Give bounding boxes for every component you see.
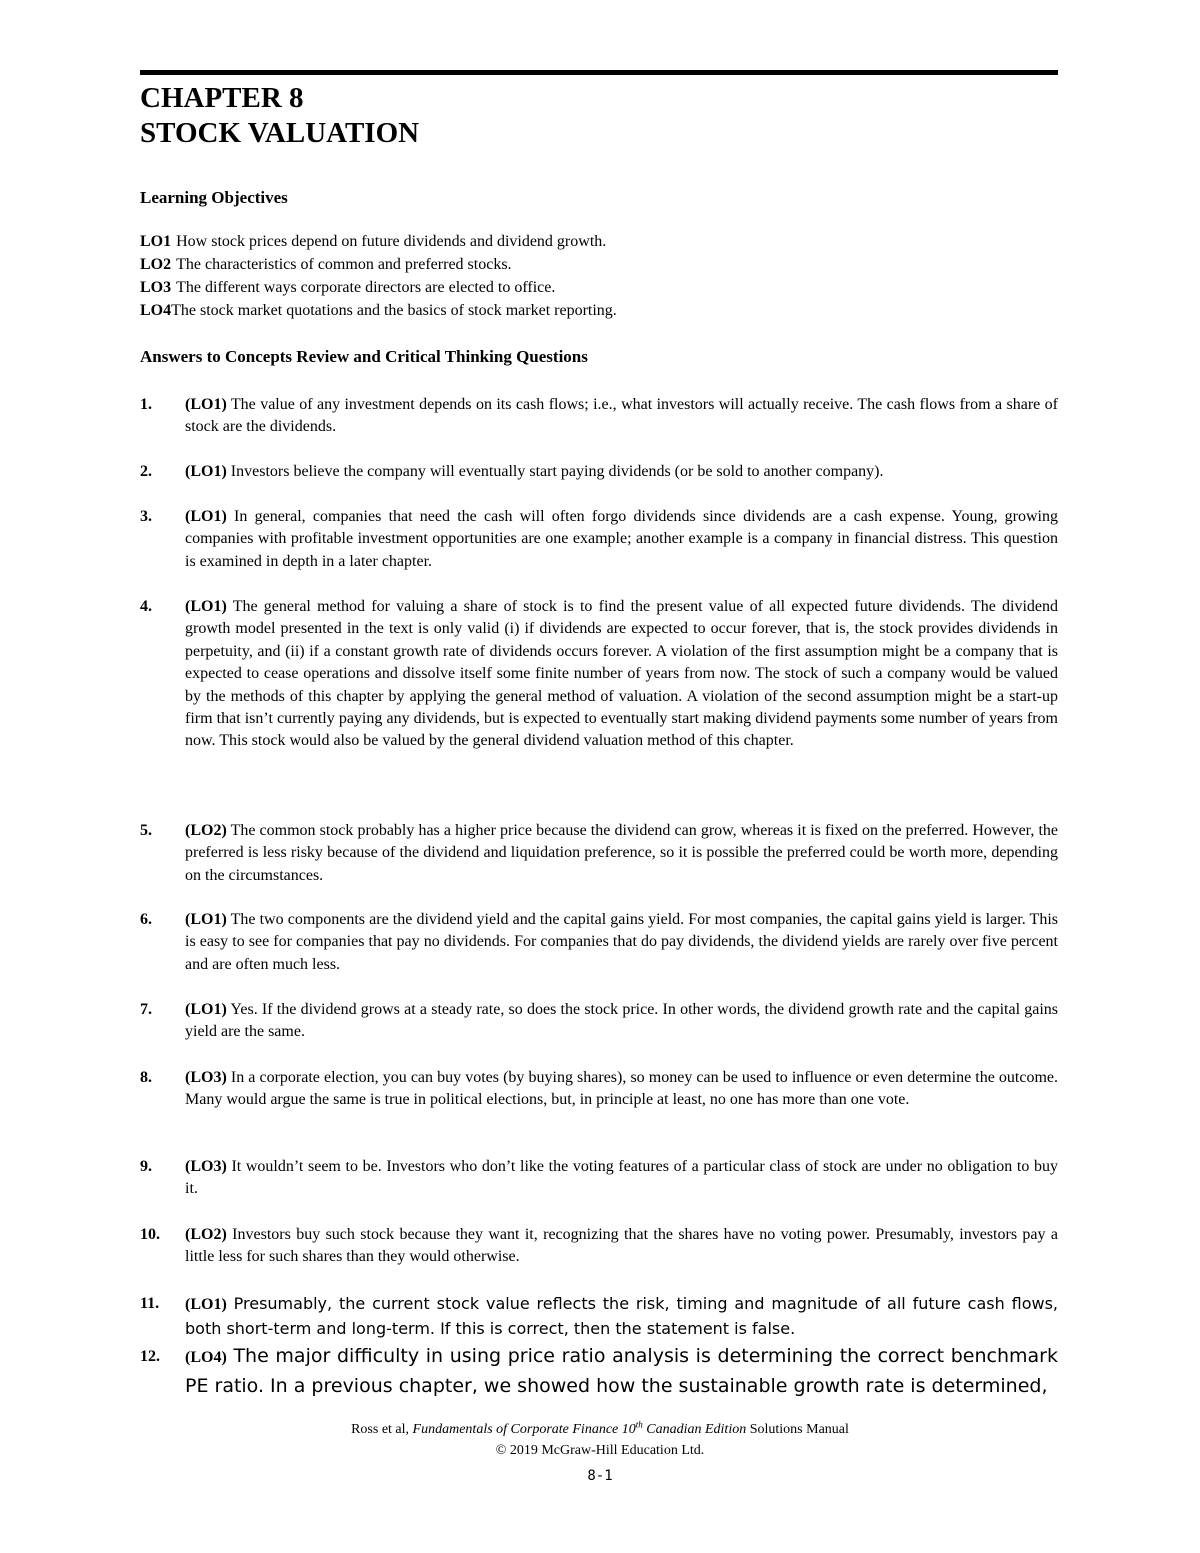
learning-objective	[140, 299, 1040, 322]
answer-lo-tag: (LO3)	[185, 1069, 227, 1086]
lo-text: The characteristics of common and preferred stocks.	[176, 256, 512, 273]
answer-item	[140, 461, 1058, 483]
answer-number: 12.	[140, 1348, 160, 1365]
answer-lo-tag: (LO2)	[185, 822, 227, 839]
answer-lo-tag: (LO1)	[185, 1001, 227, 1018]
answer-text: Yes. If the dividend grows at a steady rate, so does the stock price. In other words, the dividend growth rate and the capital gains yield are the same.	[185, 1001, 1059, 1041]
answer-number: 9.	[140, 1158, 152, 1175]
answer-text: Investors believe the company will eventually start paying dividends (or be sold to another company).	[230, 463, 884, 480]
answer-item	[140, 999, 1058, 1044]
lo-text: How stock prices depend on future dividends and dividend growth.	[176, 233, 607, 250]
chapter-number: CHAPTER 8	[140, 82, 304, 114]
answer-text: The two components are the dividend yield and the capital gains yield. For most companies, the capital gains yield is larger. This is easy to see for companies that pay no dividends. For companies that do pay dividends, the dividend yields are rarely over five percent and are often much less.	[185, 911, 1058, 973]
lo-text: The stock market quotations and the basics of stock market reporting.	[171, 302, 617, 319]
lo-code: LO4	[140, 302, 172, 319]
footer-copyright: © 2019 McGraw-Hill Education Ltd.	[495, 1443, 705, 1458]
answer-item	[140, 909, 1058, 976]
answer-lo-tag: (LO1)	[185, 508, 227, 525]
answer-item	[140, 506, 1058, 573]
answer-number: 1.	[140, 396, 152, 413]
footer-manual: Solutions Manual	[746, 1422, 849, 1437]
top-rule	[140, 70, 1058, 75]
answer-text: Presumably, the current stock value reflects the risk, timing and magnitude of all future cash flows, both short-term and long-term. If this is correct, then the statement is false.	[185, 1294, 1058, 1338]
answer-number: 3.	[140, 508, 152, 525]
answer-text: In general, companies that need the cash will often forgo dividends since dividends are a cash expense. Young, growing companies with profitable investment opportunities are one example; another example is a company in financial distress. This question is examined in depth in a later chapter.	[185, 508, 1059, 570]
learning-objective	[140, 230, 1040, 253]
answer-item	[140, 1342, 1058, 1401]
learning-objectives-list	[140, 230, 1040, 322]
answer-item	[140, 1156, 1058, 1201]
answer-lo-tag: (LO3)	[185, 1158, 227, 1175]
answer-text: The common stock probably has a higher price because the dividend can grow, whereas it is fixed on the preferred. However, the preferred is less risky because of the dividend and liquidation preference, so it is possible the preferred could be worth more, depending on the circumstances.	[185, 822, 1059, 884]
answer-number: 5.	[140, 822, 152, 839]
lo-code: LO2	[140, 256, 172, 273]
answer-text: The value of any investment depends on its cash flows; i.e., what investors will actually receive. The cash flows from a share of stock are the dividends.	[185, 396, 1058, 436]
page-number: 8-1	[587, 1468, 613, 1484]
chapter-title: STOCK VALUATION	[140, 117, 420, 149]
footer-citation	[0, 1420, 1200, 1440]
footer-superscript: th	[635, 1419, 643, 1430]
lo-code: LO3	[140, 279, 172, 296]
learning-objective	[140, 253, 1040, 276]
answer-item	[140, 1224, 1058, 1269]
answer-item	[140, 394, 1058, 439]
answer-text: Investors buy such stock because they want it, recognizing that the shares have no voting power. Presumably, investors pay a little less for such shares than they would otherwise.	[185, 1226, 1059, 1266]
answer-item	[140, 820, 1058, 887]
answer-number: 4.	[140, 598, 152, 615]
answer-item	[140, 1292, 1058, 1341]
lo-text: The different ways corporate directors are elected to office.	[176, 279, 556, 296]
answer-number: 10.	[140, 1226, 160, 1243]
lo-code: LO1	[140, 233, 172, 250]
learning-objectives-heading: Learning Objectives	[140, 188, 288, 207]
answers-heading: Answers to Concepts Review and Critical Thinking Questions	[140, 347, 588, 366]
footer-edition: Canadian Edition	[642, 1422, 747, 1437]
footer-authors: Ross et al,	[351, 1422, 413, 1437]
answer-number: 8.	[140, 1069, 152, 1086]
answer-lo-tag: (LO1)	[185, 1296, 227, 1313]
answer-item	[140, 596, 1058, 753]
answer-lo-tag: (LO1)	[185, 396, 227, 413]
answer-number: 7.	[140, 1001, 152, 1018]
learning-objective	[140, 276, 1040, 299]
answer-text: It wouldn’t seem to be. Investors who don’t like the voting features of a particular class of stock are under no obligation to buy it.	[185, 1158, 1059, 1198]
answer-text: In a corporate election, you can buy votes (by buying shares), so money can be used to influence or even determine the outcome. Many would argue the same is true in political elections, but, in principle at least, no one has more than one vote.	[185, 1069, 1058, 1109]
answer-number: 6.	[140, 911, 152, 928]
answer-text: The major difficulty in using price ratio analysis is determining the correct benchmark PE ratio. In a previous chapter, we showed how the sustainable growth rate is determined,	[185, 1345, 1058, 1397]
answer-lo-tag: (LO1)	[185, 463, 227, 480]
answer-lo-tag: (LO1)	[185, 598, 227, 615]
answer-number: 2.	[140, 463, 152, 480]
answer-lo-tag: (LO1)	[185, 911, 227, 928]
answer-number: 11.	[140, 1295, 160, 1312]
answer-lo-tag: (LO2)	[185, 1226, 227, 1243]
footer-book-title: Fundamentals of Corporate Finance 10	[412, 1422, 636, 1437]
answer-lo-tag: (LO4)	[185, 1349, 227, 1366]
answer-text: The general method for valuing a share of stock is to find the present value of all expected future dividends. The dividend growth model presented in the text is only valid (i) if dividends are expected to occur forever, that is, the stock provides dividends in perpetuity, and (ii) if a constant growth rate of dividends occurs forever. A violation of the first assumption might be a company that is expected to cease operations and dissolve itself some finite number of years from now. The stock of such a company would be valued by the methods of this chapter by applying the general method of valuation. A violation of the second assumption might be a start-up firm that isn’t currently paying any dividends, but is expected to eventually start making dividend payments some number of years from now. This stock would also be valued by the general dividend valuation method of this chapter.	[185, 598, 1058, 750]
answer-item	[140, 1067, 1058, 1112]
